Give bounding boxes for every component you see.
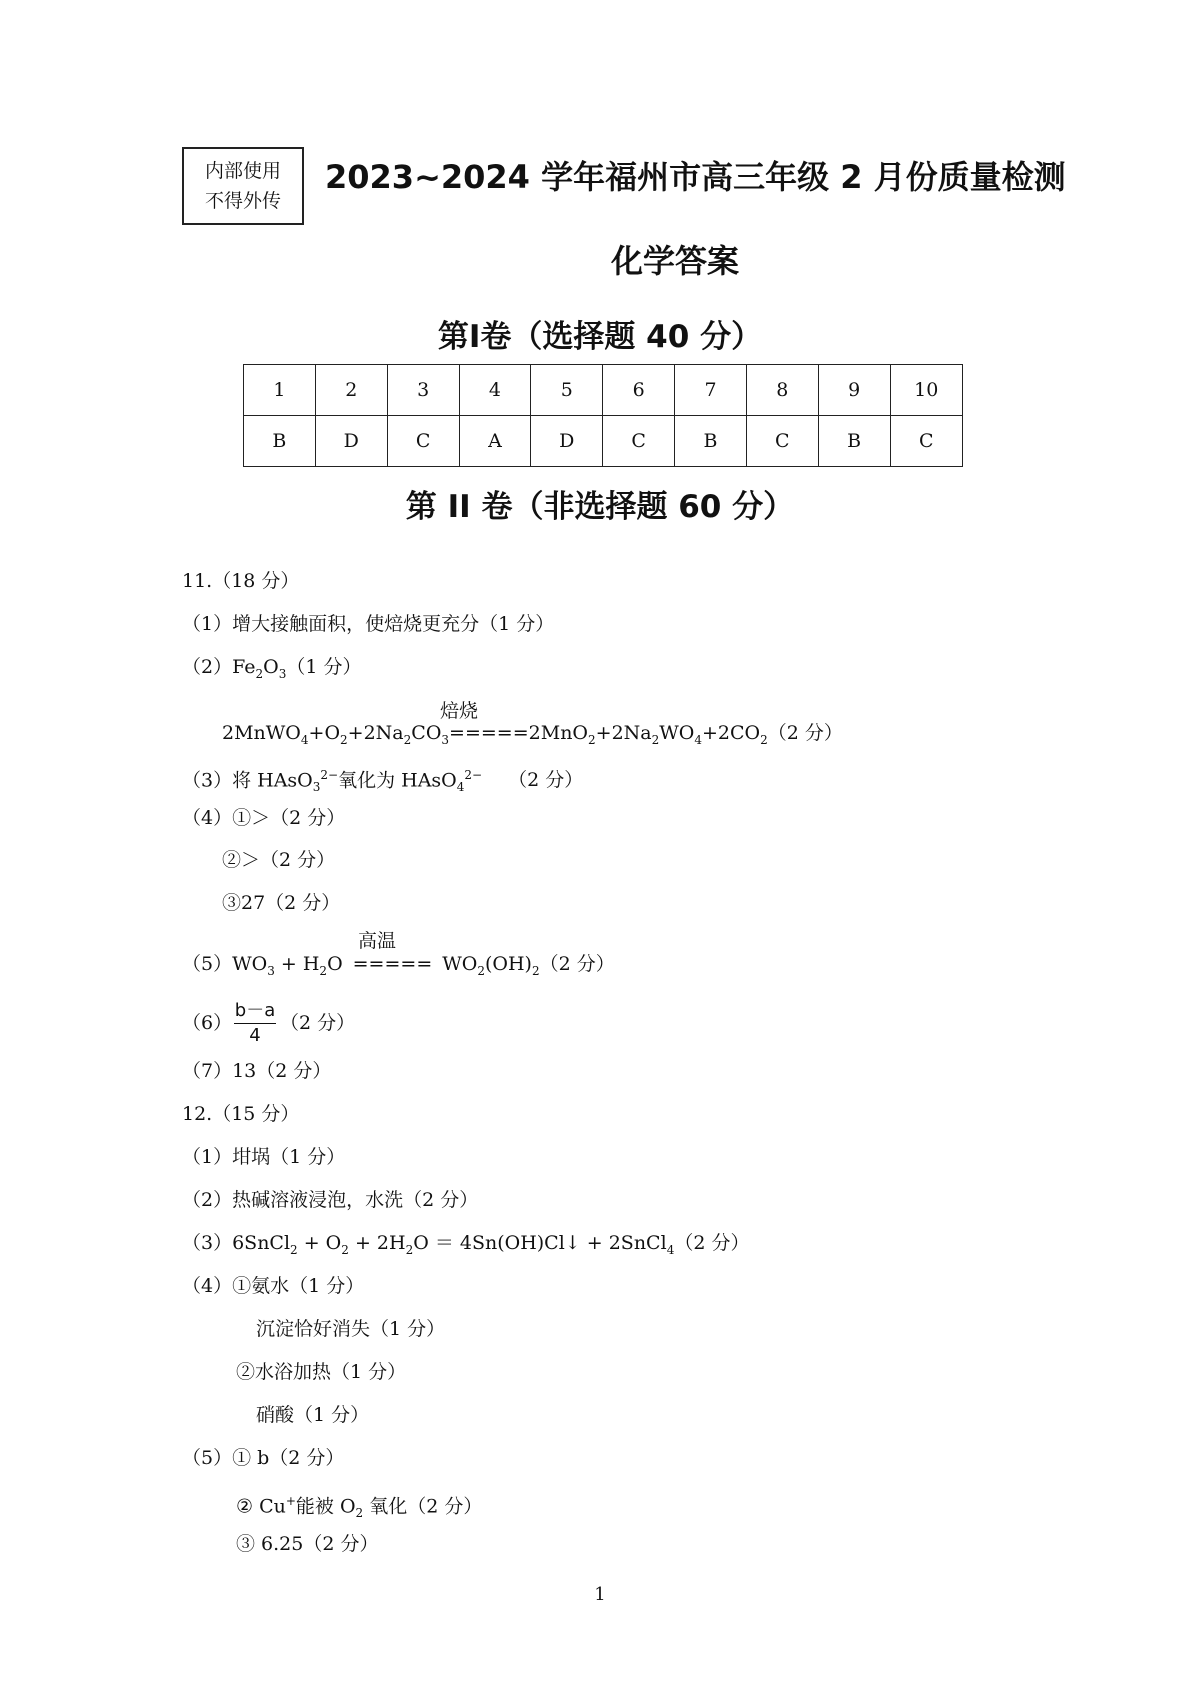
stamp-line-2: 不得外传 (204, 190, 281, 212)
question-number: 1 (244, 365, 316, 416)
q11-part-4-1: （4）①＞（2 分） (182, 807, 346, 829)
page-number: 1 (594, 1584, 606, 1605)
q11-heading: 11.（18 分） (182, 570, 300, 592)
q12-part-5-1: （5）① b（2 分） (182, 1447, 345, 1469)
q11-part-4-2: ②＞（2 分） (222, 849, 336, 871)
answer-choice: B (818, 416, 890, 467)
question-number: 10 (890, 365, 962, 416)
q11-roasting-equation: $2MnWO_4+O_2+2Na_2CO_3=====2MnO_2+2Na_2WO_4+2CO_2(2$ 分） (222, 722, 843, 747)
q11-part-5: $(5)WO_3 + H_2O$ ===== $WO_2(OH)_2(2$ 分） (182, 953, 615, 978)
question-number: 6 (603, 365, 675, 416)
q11-part-6-score: （2 分） (280, 1012, 356, 1034)
q11-part-7: （7）13（2 分） (182, 1060, 332, 1082)
question-number: 2 (315, 365, 387, 416)
q11-part-2: $(2)Fe_2O_3(1$ 分） (182, 656, 362, 681)
answer-choice: C (746, 416, 818, 467)
fraction-denominator: 4 (249, 1025, 261, 1046)
q12-part-4-2: 沉淀恰好消失（1 分） (256, 1318, 446, 1340)
q12-part-4-3: ②水浴加热（1 分） (236, 1361, 407, 1383)
question-number: 7 (675, 365, 747, 416)
answer-choice: C (890, 416, 962, 467)
q12-part-1: （1）坩埚（1 分） (182, 1146, 346, 1168)
fraction-numerator: b－a (234, 996, 276, 1024)
answer-choice: B (675, 416, 747, 467)
answer-table-answer-row (244, 416, 963, 467)
question-number: 9 (818, 365, 890, 416)
question-number: 5 (531, 365, 603, 416)
q12-part-4-1: （4）①氨水（1 分） (182, 1275, 365, 1297)
section-2-title: 第 II 卷（非选择题 60 分） (405, 489, 795, 525)
question-number: 3 (387, 365, 459, 416)
stamp-line-1: 内部使用 (204, 160, 281, 182)
answer-table (243, 364, 963, 467)
q11-part-3: （3）将 HAsO$_3^{2-}$氧化为 HAsO$_4^{2-}$ （2 分） (182, 768, 584, 795)
q12-part-5-2: ② Cu+能被 $O_2$ 氧化（2 分） (236, 1494, 483, 1521)
q11-part-1: （1）增大接触面积，使焙烧更充分（1 分） (182, 613, 555, 635)
q11-part-4-3: ③27（2 分） (222, 892, 341, 914)
answer-choice: C (603, 416, 675, 467)
q12-part-5-3: ③ 6.25（2 分） (236, 1533, 379, 1555)
answer-choice: D (315, 416, 387, 467)
q12-part-4-4: 硝酸（1 分） (256, 1404, 370, 1426)
q11-roasting-condition: 焙烧 (440, 700, 479, 722)
q12-part-3: （3）6SnCl$_2$ + $O_2 + 2H_2O$ ＝ 4Sn(OH)Cl↓ + 2SnCl$_4$（2 分） (182, 1232, 750, 1257)
document-title: 2023~2024 学年福州市高三年级 2 月份质量检测 (325, 158, 1066, 196)
answer-choice: A (459, 416, 531, 467)
answer-choice: C (387, 416, 459, 467)
answer-table-number-row (244, 365, 963, 416)
q12-heading: 12.（15 分） (182, 1103, 300, 1125)
internal-use-stamp (182, 147, 304, 225)
q12-part-2: （2）热碱溶液浸泡，水洗（2 分） (182, 1189, 479, 1211)
answer-choice: B (244, 416, 316, 467)
q11-part-6-fraction (234, 996, 276, 1046)
q11-part-6-label: （6） (182, 1012, 233, 1034)
question-number: 4 (459, 365, 531, 416)
question-number: 8 (746, 365, 818, 416)
answer-choice: D (531, 416, 603, 467)
q11-high-temp-condition: 高温 (358, 930, 397, 952)
section-1-title: 第Ⅰ卷（选择题 40 分） (437, 319, 763, 355)
document-subtitle: 化学答案 (610, 242, 739, 280)
